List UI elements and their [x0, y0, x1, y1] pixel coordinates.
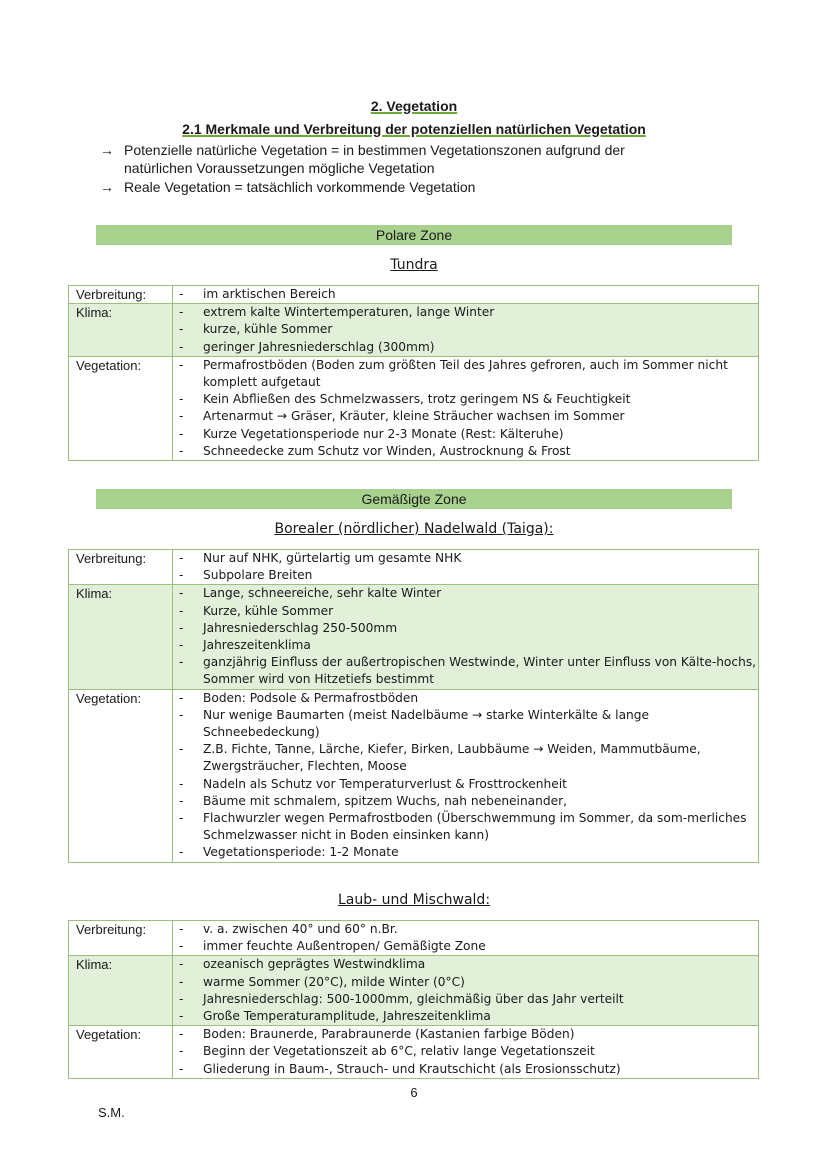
- list-item: - Kurze Vegetationsperiode nur 2-3 Monate (Rest: Kälteruhe): [173, 426, 758, 443]
- table-row: [69, 921, 759, 956]
- list-item: - v. a. zwischen 40° und 60° n.Br.: [173, 921, 758, 938]
- list-item: - Gliederung in Baum-, Strauch- und Krautschicht (als Erosionsschutz): [173, 1061, 758, 1078]
- list-item: - Kein Abfließen des Schmelzwassers, trotz geringem NS & Feuchtigkeit: [173, 391, 758, 408]
- table-row: [69, 550, 759, 585]
- table-row: [69, 1026, 759, 1079]
- list-item: - Jahreszeitenklima: [173, 637, 758, 654]
- table-deciduous: [68, 920, 759, 1079]
- list-item: - Kurze, kühle Sommer: [173, 603, 758, 620]
- section-subheading: 2.1 Merkmale und Verbreitung der potenziellen natürlichen Vegetation: [182, 121, 646, 137]
- list-item: - Große Temperaturamplitude, Jahreszeitenklima: [173, 1008, 758, 1025]
- zone-subtitle-deciduous: Laub- und Mischwald:: [337, 892, 491, 908]
- zone-subtitle-taiga: Borealer (nördlicher) Nadelwald (Taiga):: [274, 521, 554, 537]
- row-label: Vegetation:: [69, 689, 173, 862]
- list-item: - Nadeln als Schutz vor Temperaturverlust & Frosttrockenheit: [173, 776, 758, 793]
- list-item: - Vegetationsperiode: 1-2 Monate: [173, 844, 758, 861]
- list-item: - Jahresniederschlag 250-500mm: [173, 620, 758, 637]
- list-item: - kurze, kühle Sommer: [173, 321, 758, 338]
- list-item: - Boden: Braunerde, Parabraunerde (Kastanien farbige Böden): [173, 1026, 758, 1043]
- list-item: - ozeanisch geprägtes Westwindklima: [173, 956, 758, 973]
- row-label: Verbreitung:: [69, 550, 173, 585]
- row-label: Klima:: [69, 956, 173, 1026]
- table-row: [69, 356, 759, 460]
- table-tundra: [68, 285, 759, 461]
- list-item: - Permafrostböden (Boden zum größten Teil des Jahres gefroren, auch im Sommer nicht komplett aufgetaut: [173, 357, 758, 391]
- page-number: 6: [410, 1085, 418, 1100]
- row-label: Vegetation:: [69, 356, 173, 460]
- intro-item-real: → Reale Vegetation = tatsächlich vorkommende Vegetation: [100, 179, 476, 195]
- list-item: - Lange, schneereiche, sehr kalte Winter: [173, 585, 758, 602]
- row-label: Vegetation:: [69, 1026, 173, 1079]
- list-item: - Nur wenige Baumarten (meist Nadelbäume → starke Winterkälte & lange Schneebedeckung): [173, 707, 758, 741]
- list-item: - im arktischen Bereich: [173, 286, 758, 303]
- table-row: [69, 956, 759, 1026]
- list-item: - Subpolare Breiten: [173, 567, 758, 584]
- table-row: [69, 286, 759, 304]
- table-row: [69, 689, 759, 862]
- zone-bar-temperate: Gemäßigte Zone: [96, 489, 732, 509]
- arrow-right-icon: →: [100, 179, 114, 195]
- list-item: - Nur auf NHK, gürtelartig um gesamte NHK: [173, 550, 758, 567]
- table-taiga: [68, 549, 759, 863]
- arrow-right-icon: →: [100, 142, 114, 158]
- list-item: - Boden: Podsole & Permafrostböden: [173, 690, 758, 707]
- list-item: - Flachwurzler wegen Permafrostboden (Überschwemmung im Sommer, da som-merliches Schmelzwasser nicht in Boden einsinken kann): [173, 810, 758, 844]
- page-title: 2. Vegetation: [370, 98, 458, 114]
- list-item: - ganzjährig Einfluss der außertropischen Westwinde, Winter unter Einfluss von Kälte-hochs, Sommer wird von Hitzetiefs bestimmt: [173, 654, 758, 688]
- table-row: [69, 585, 759, 689]
- list-item: - immer feuchte Außentropen/ Gemäßigte Zone: [173, 938, 758, 955]
- intro-item-potential-cont: natürlichen Voraussetzungen mögliche Vegetation: [124, 160, 435, 176]
- list-item: - geringer Jahresniederschlag (300mm): [173, 339, 758, 356]
- table-row: [69, 304, 759, 357]
- row-label: Klima:: [69, 585, 173, 689]
- row-label: Verbreitung:: [69, 286, 173, 304]
- list-item: - extrem kalte Wintertemperaturen, lange Winter: [173, 304, 758, 321]
- list-item: - warme Sommer (20°C), milde Winter (0°C): [173, 974, 758, 991]
- list-item: - Beginn der Vegetationszeit ab 6°C, relativ lange Vegetationszeit: [173, 1043, 758, 1060]
- zone-bar-polar: Polare Zone: [96, 225, 732, 245]
- list-item: - Z.B. Fichte, Tanne, Lärche, Kiefer, Birken, Laubbäume → Weiden, Mammutbäume, Zwergsträucher, Flechten, Moose: [173, 741, 758, 775]
- list-item: - Artenarmut → Gräser, Kräuter, kleine Sträucher wachsen im Sommer: [173, 408, 758, 425]
- intro-item-potential: → Potenzielle natürliche Vegetation = in bestimmen Vegetationszonen aufgrund der: [100, 142, 625, 158]
- row-label: Verbreitung:: [69, 921, 173, 956]
- row-label: Klima:: [69, 304, 173, 357]
- list-item: - Schneedecke zum Schutz vor Winden, Austrocknung & Frost: [173, 443, 758, 460]
- footer-initials: S.M.: [98, 1105, 125, 1120]
- list-item: - Bäume mit schmalem, spitzem Wuchs, nah nebeneinander,: [173, 793, 758, 810]
- list-item: - Jahresniederschlag: 500-1000mm, gleichmäßig über das Jahr verteilt: [173, 991, 758, 1008]
- zone-subtitle-tundra: Tundra: [390, 257, 438, 273]
